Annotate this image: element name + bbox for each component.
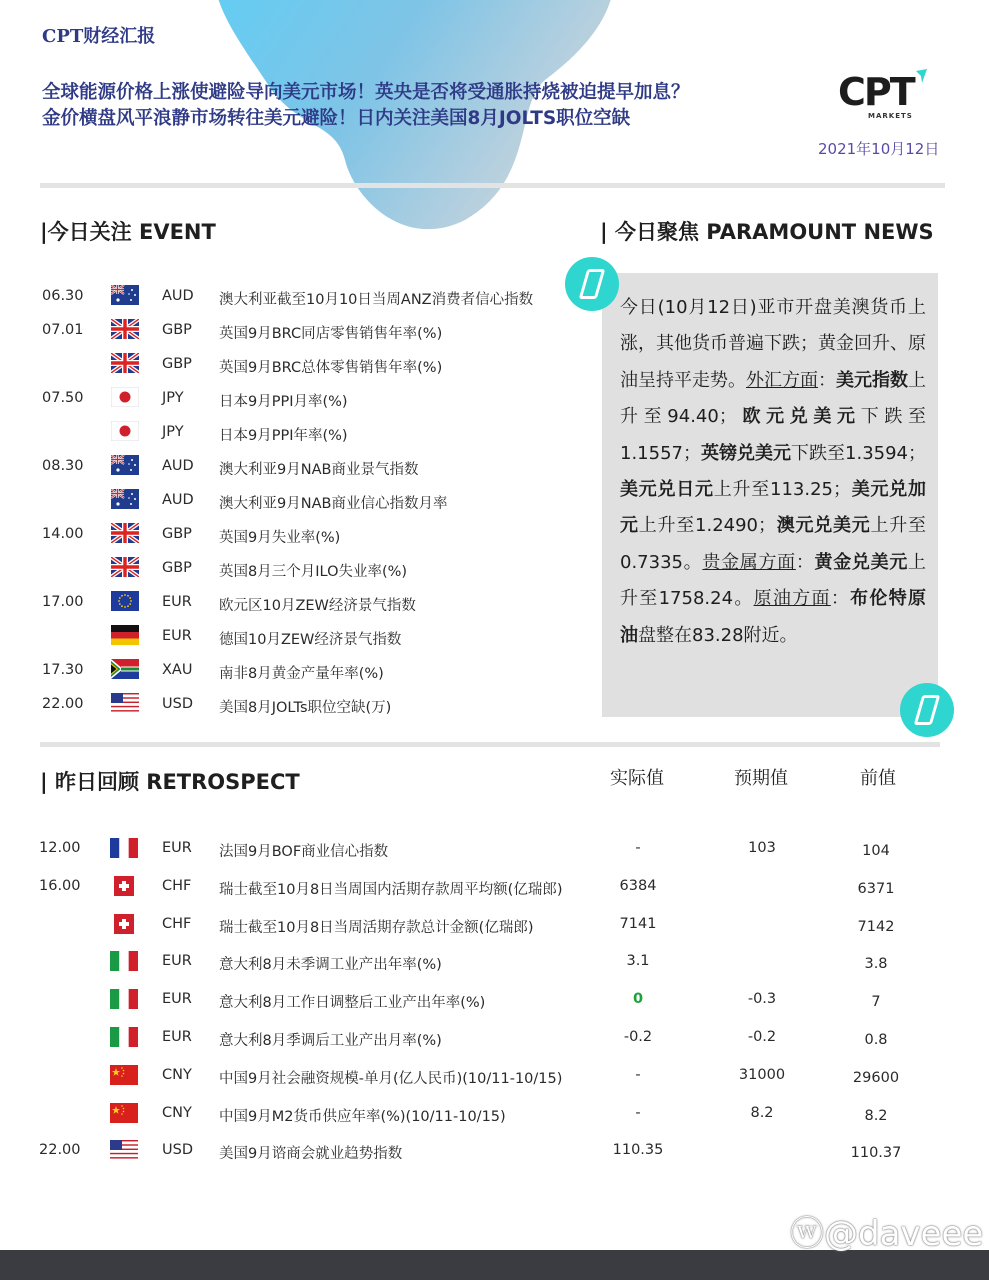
headline-line-1: 全球能源价格上涨使避险导向美元市场！英央是否将受通胀持烧被迫提早加息？ [42,82,690,103]
event-currency: XAU [162,662,193,678]
australia-flag-icon [111,455,139,477]
news-highlight: 美元兑加元 [620,479,927,537]
event-description: 英国9月失业率(%) [219,530,341,546]
event-currency: AUD [162,458,194,474]
event-currency: GBP [162,560,192,576]
event-description: 澳大利亚9月NAB商业信心指数月率 [219,496,448,512]
news-text: 上升至1758.24。 [620,551,927,610]
retro-forecast: -0.2 [747,1029,777,1045]
japan-flag-icon [111,387,139,409]
news-text: 上升至94.40； [620,369,926,428]
quote-close-icon [900,683,954,737]
news-text: 上升至113.25； [713,479,852,501]
retro-description: 意大利8月未季调工业产出年率(%) [219,957,442,974]
italy-flag-icon [110,1027,138,1049]
event-currency: JPY [162,424,184,440]
retro-previous: 7 [871,994,881,1011]
news-text: ： [795,551,815,573]
news-text: ： [818,369,836,391]
news-text: 盘整在83.28附近。 [638,624,798,646]
retro-forecast: 8.2 [750,1104,774,1121]
event-currency: GBP [162,526,192,542]
retro-description: 法国9月BOF商业信心指数 [219,844,389,860]
switzerland-flag-icon [110,876,138,898]
col-forecast-header: 预期值 [734,768,788,789]
event-time: 22.00 [42,696,84,712]
event-time: 14.00 [42,526,84,542]
retro-previous: 29600 [852,1069,900,1086]
news-text: 上升至1.2490； [638,515,777,537]
event-currency: EUR [162,594,192,610]
retro-actual: 7141 [619,915,657,932]
news-highlight: 布伦特原油 [620,588,926,646]
retro-description: 中国9月社会融资规模-单月(亿人民币)(10/11-10/15) [219,1070,563,1087]
quote-open-icon [565,257,619,311]
news-text: 今日(10月12日)亚市开盘美澳货币上涨，其他货币普遍下跌；黄金回升、原油呈持平走势。 [620,297,926,391]
japan-flag-icon [111,421,139,443]
retro-currency: EUR [162,840,192,856]
news-category: 外汇方面 [746,369,818,391]
uk-flag-icon [111,523,139,545]
event-description: 美国8月JOLTs职位空缺(万) [219,700,392,716]
event-currency: GBP [162,322,192,338]
retro-previous: 3.8 [864,956,888,973]
event-currency: USD [162,696,193,712]
news-highlight: 英镑兑美元 [700,442,792,464]
australia-flag-icon [111,285,139,307]
retro-description: 美国9月谘商会就业趋势指数 [219,1146,403,1163]
retro-currency: CNY [162,1066,192,1083]
event-time: 07.50 [42,390,84,406]
retro-time: 22.00 [39,1142,81,1159]
uk-flag-icon [111,353,139,375]
event-currency: GBP [162,356,192,372]
event-currency: JPY [162,390,184,406]
event-time: 17.30 [42,662,84,678]
watermark [790,1206,983,1255]
event-description: 日本9月PPI年率(%) [219,428,348,444]
retro-description: 瑞士截至10月8日当周活期存款总计金额(亿瑞郎) [219,919,534,936]
switzerland-flag-icon [110,914,138,936]
news-highlight: 欧元兑美元 [736,406,861,428]
retro-actual: 0 [632,991,644,1008]
news-paragraph [620,290,926,654]
event-currency: AUD [162,492,194,508]
retro-actual: -0.2 [623,1029,653,1045]
retro-currency: EUR [162,953,192,970]
china-flag-icon [110,1103,138,1125]
headline [42,80,782,132]
retro-previous: 104 [862,843,890,859]
event-description: 澳大利亚9月NAB商业景气指数 [219,462,419,478]
south-africa-flag-icon [111,659,139,681]
usa-flag-icon [111,693,139,715]
retro-currency: EUR [162,1029,192,1045]
australia-flag-icon [111,489,139,511]
news-category: 原油方面 [753,588,831,610]
news-highlight: 美元指数 [836,369,908,391]
retro-currency: CHF [162,877,192,894]
cpt-logo [838,70,930,122]
event-description: 澳大利亚截至10月10日当周ANZ消费者信心指数 [219,292,534,308]
headline-line-2: 金价横盘风平浪静市场转往美元避险！日内关注美国8月JOLTS职位空缺 [42,108,631,129]
event-description: 英国8月三个月ILO失业率(%) [219,564,408,580]
retro-previous: 0.8 [864,1032,888,1048]
report-date: 2021年10月12日 [818,140,940,158]
uk-flag-icon [111,319,139,341]
event-time: 07.01 [42,322,84,338]
divider-top [40,183,945,188]
retro-actual: 6384 [619,877,657,894]
germany-flag-icon [111,625,139,647]
event-description: 英国9月BRC总体零售销售年率(%) [219,360,443,376]
news-highlight: 黄金兑美元 [814,551,909,573]
retro-description: 意大利8月季调后工业产出月率(%) [219,1033,442,1049]
event-description: 英国9月BRC同店零售销售年率(%) [219,326,443,342]
retro-currency: CHF [162,915,192,932]
retro-description: 瑞士截至10月8日当周国内活期存款周平均额(亿瑞郎) [219,881,563,898]
retro-description: 中国9月M2货币供应年率(%)(10/11-10/15) [219,1108,506,1125]
retro-time: 12.00 [39,840,81,856]
retro-actual: - [635,840,641,856]
event-time: 17.00 [42,594,84,610]
retro-actual: 110.35 [612,1142,664,1159]
retro-previous: 110.37 [850,1145,902,1162]
weibo-icon: ⓦ [790,1214,824,1254]
logo-accent-icon [914,68,928,84]
event-currency: EUR [162,628,192,644]
news-section-title: | 今日聚焦 PARAMOUNT NEWS [600,220,934,244]
event-description: 欧元区10月ZEW经济景气指数 [219,598,416,614]
news-text: 下跌至1.1557； [620,406,927,464]
usa-flag-icon [110,1140,138,1162]
retro-previous: 7142 [857,918,895,935]
news-highlight: 美元兑日元 [620,479,714,501]
retro-forecast: -0.3 [747,991,777,1008]
eu-flag-icon [111,591,139,613]
retro-currency: EUR [162,991,192,1008]
watermark-text: @daveee [824,1214,984,1254]
retro-forecast: 103 [748,840,776,856]
retro-previous: 6371 [857,880,895,897]
news-text: ： [830,588,851,610]
divider-middle [40,742,940,747]
news-highlight: 澳元兑美元 [776,515,871,537]
event-time: 08.30 [42,458,84,474]
news-text: 下跌至1.3594； [791,442,927,464]
retro-currency: CNY [162,1104,192,1121]
retro-actual: - [635,1104,641,1121]
event-description: 日本9月PPI月率(%) [219,394,348,410]
italy-flag-icon [110,951,138,973]
retro-time: 16.00 [39,877,81,894]
event-currency: AUD [162,288,194,304]
event-time: 06.30 [42,288,84,304]
event-description: 德国10月ZEW经济景气指数 [219,632,402,648]
brand-title: CPT财经汇报 [42,26,156,47]
retro-currency: USD [162,1142,193,1159]
china-flag-icon [110,1065,138,1087]
retro-previous: 8.2 [864,1107,888,1124]
event-description: 南非8月黄金产量年率(%) [219,666,384,682]
france-flag-icon [110,838,138,860]
retro-actual: - [635,1066,641,1083]
logo-text: CPT [838,70,914,114]
col-previous-header: 前值 [860,768,896,789]
uk-flag-icon [111,557,139,579]
retro-forecast: 31000 [738,1066,786,1083]
news-category: 贵金属方面 [702,551,796,573]
retro-section-title: | 昨日回顾 RETROSPECT [40,770,300,794]
retro-actual: 3.1 [626,953,650,970]
logo-subtext: MARKETS [868,112,913,120]
retro-description: 意大利8月工作日调整后工业产出年率(%) [219,995,486,1012]
news-text: 上升至0.7335。 [620,515,927,573]
event-section-title: |今日关注 EVENT [40,220,216,244]
italy-flag-icon [110,989,138,1011]
col-actual-header: 实际值 [610,768,664,789]
